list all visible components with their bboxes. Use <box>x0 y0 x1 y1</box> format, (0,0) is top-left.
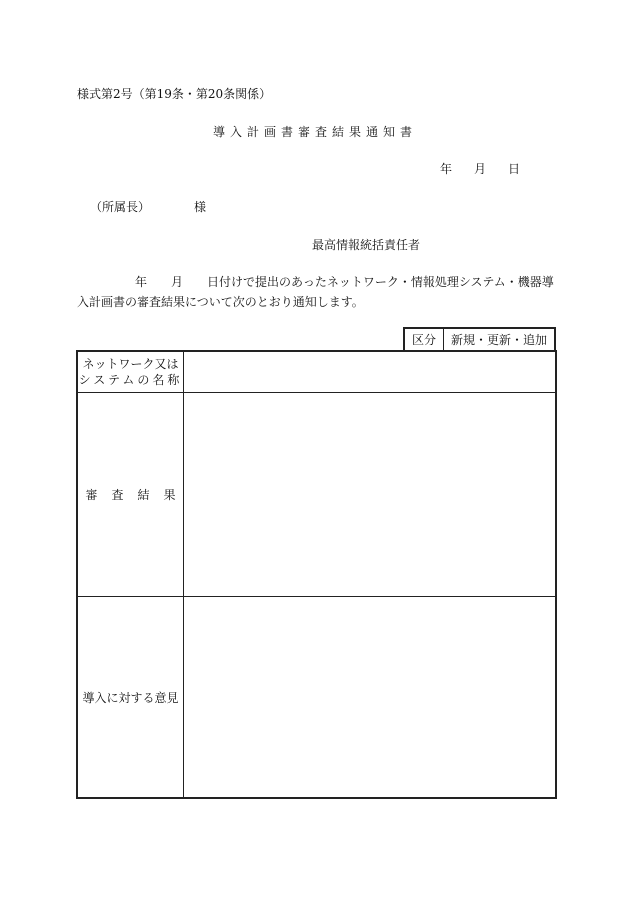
date-day: 日 <box>508 162 521 176</box>
sender: 最高情報統括責任者 <box>312 238 421 252</box>
category-options: 新規・更新・追加 <box>450 333 547 347</box>
table-row-system-name <box>78 352 555 393</box>
system-name-field[interactable] <box>184 352 555 392</box>
date-month: 月 <box>474 162 487 176</box>
body-sentence: 日付けで提出のあったネットワーク・情報処理システム・機器導入計画書の審査結果について次のとおり通知します。 <box>77 275 554 309</box>
system-name-header <box>78 352 184 392</box>
opinion-header <box>78 597 184 797</box>
review-result-header <box>78 393 190 596</box>
opinion-label: 導入に対する意見 <box>82 690 179 705</box>
addressee <box>90 198 206 215</box>
body-text <box>77 272 557 312</box>
table-row-review-result <box>78 393 555 597</box>
category-box <box>403 327 556 350</box>
document-title: 導入計画書審査結果通知書 <box>212 125 417 139</box>
category-label: 区分 <box>405 329 444 350</box>
addressee-role: （所属長） <box>90 200 151 214</box>
review-result-field[interactable] <box>184 393 555 596</box>
date-line <box>440 160 520 177</box>
system-name-label-line2: システムの名称 <box>78 373 183 387</box>
review-table <box>76 350 557 799</box>
opinion-field[interactable] <box>184 597 555 797</box>
system-name-label-line1: ネットワーク又は <box>82 357 179 371</box>
body-month: 月 <box>171 275 184 289</box>
form-number: 様式第2号（第19条・第20条関係） <box>77 87 272 101</box>
addressee-honorific: 様 <box>194 200 207 214</box>
table-row-opinion <box>78 597 555 797</box>
date-year: 年 <box>440 162 453 176</box>
review-result-label: 審査結果 <box>85 488 190 502</box>
body-year: 年 <box>135 275 148 289</box>
